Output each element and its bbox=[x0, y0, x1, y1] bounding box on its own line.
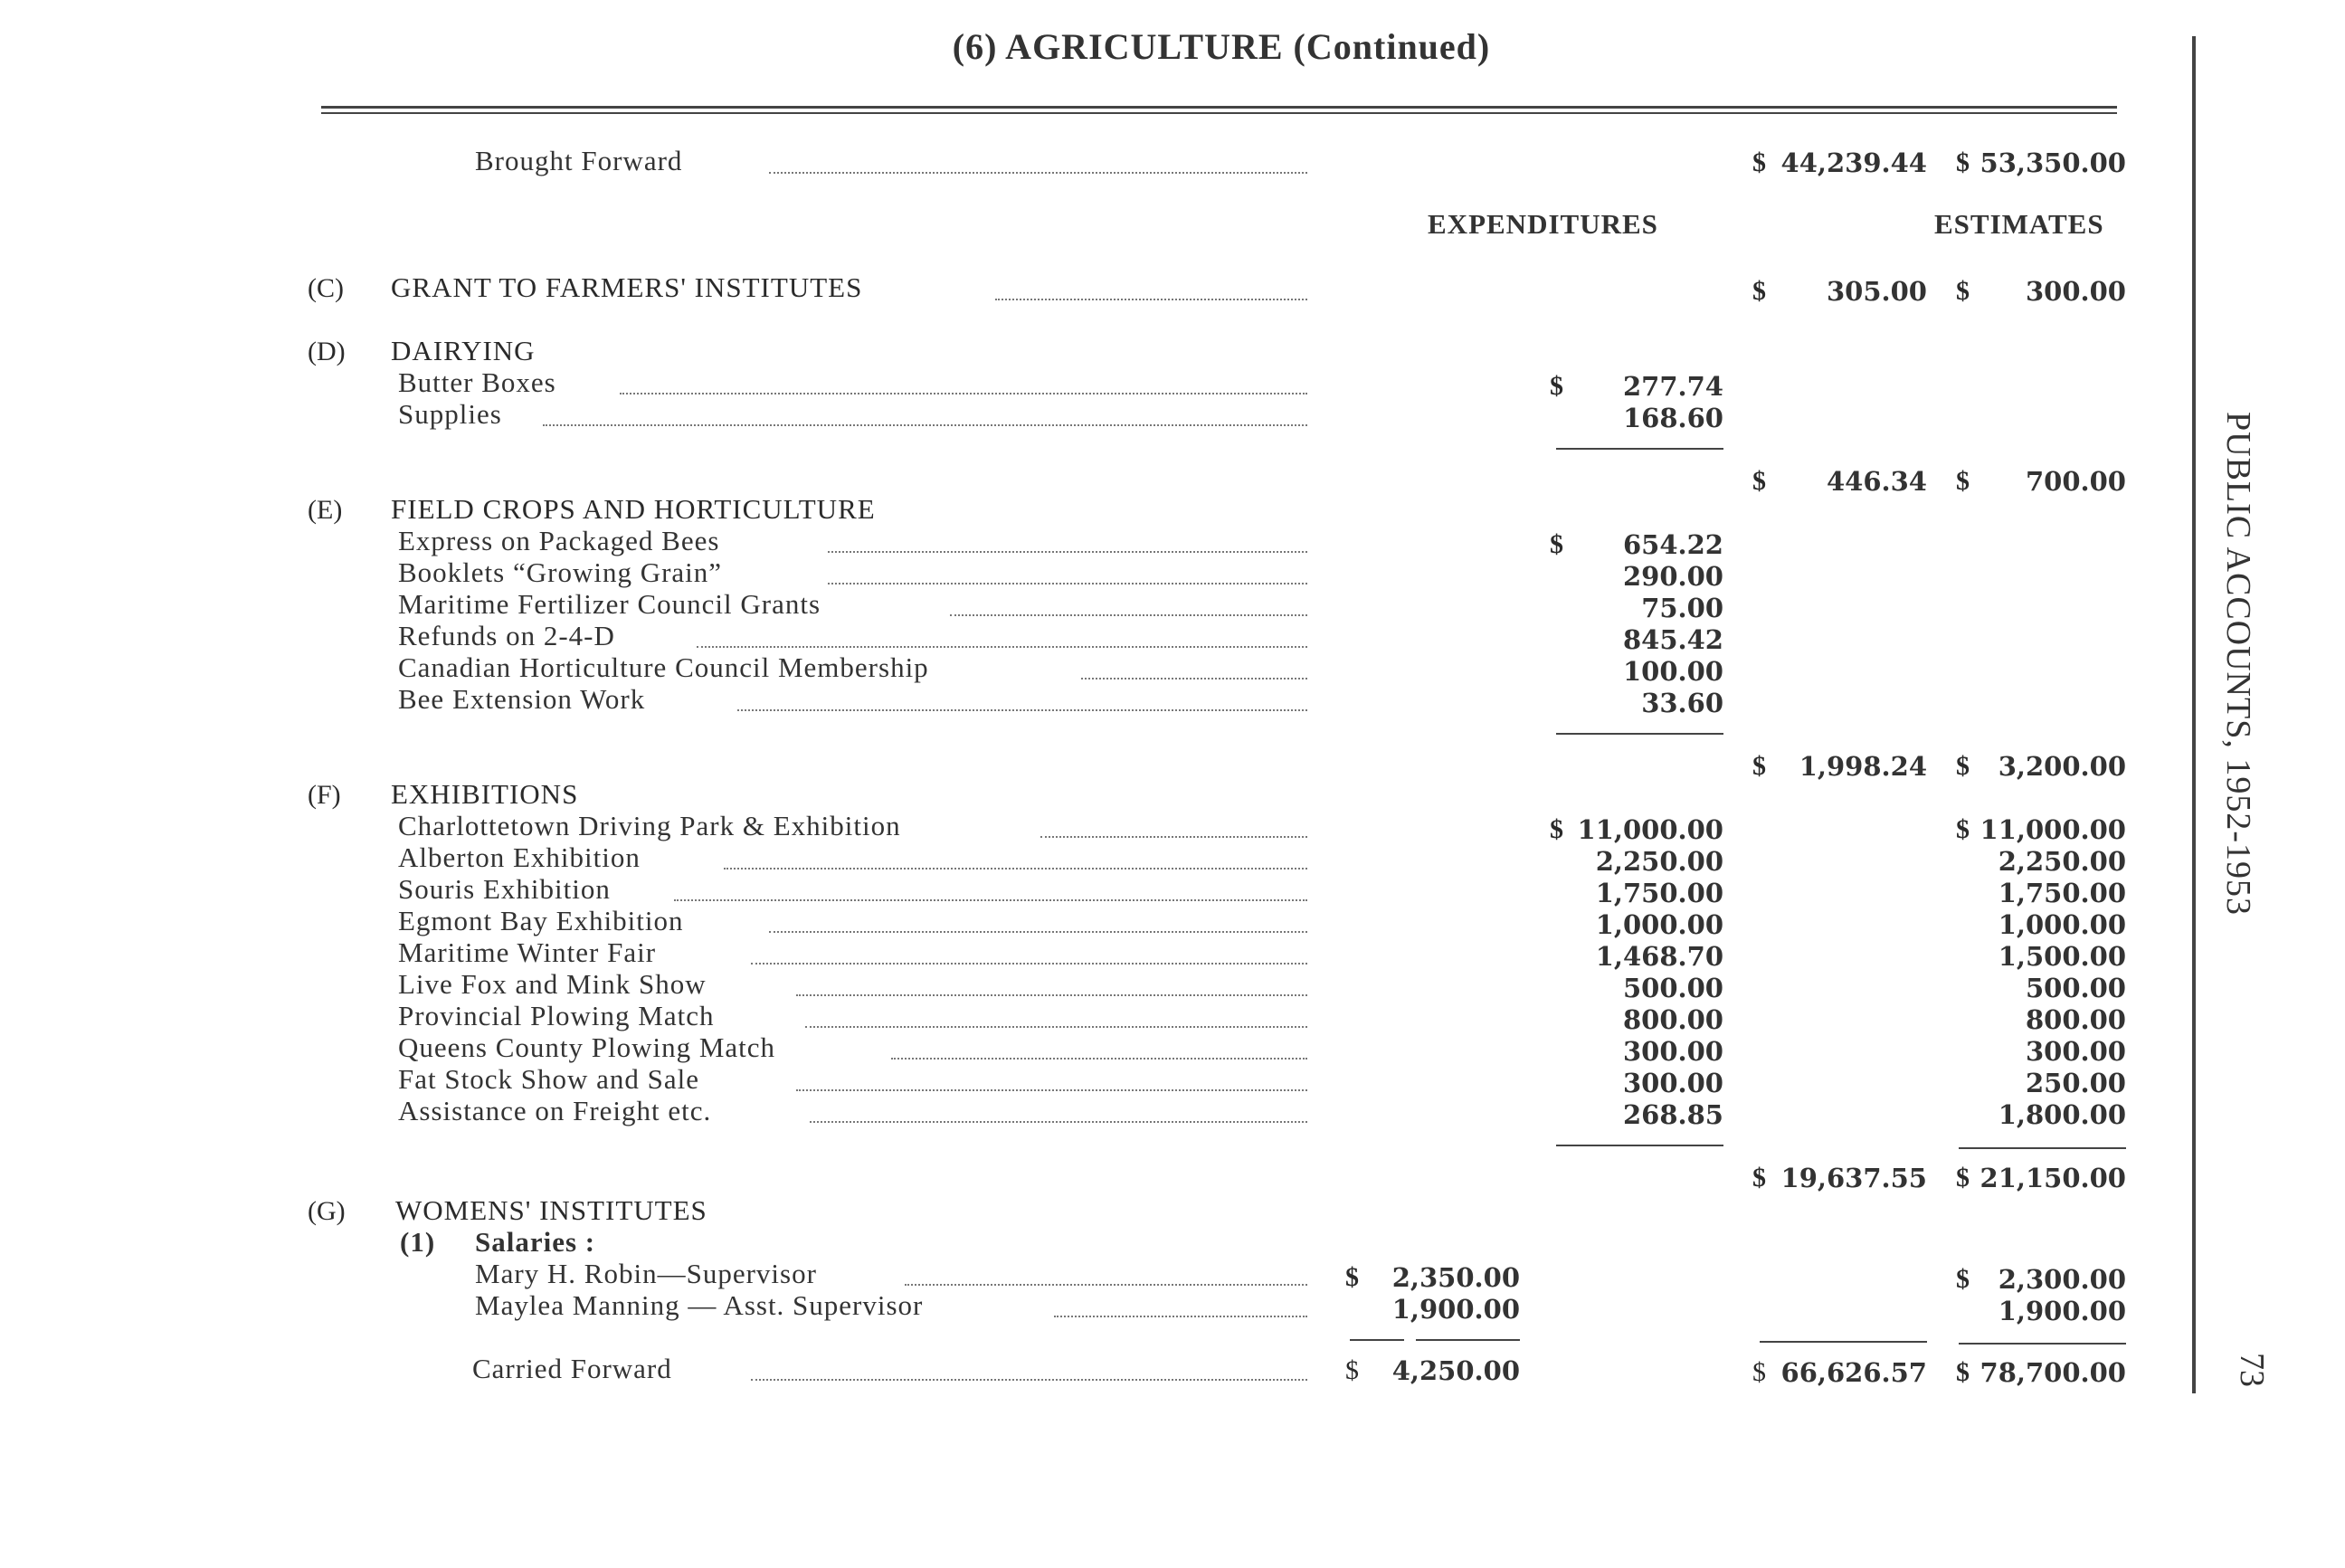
page-number: 73 bbox=[2233, 1353, 2271, 1387]
leader-dots bbox=[796, 1089, 1307, 1091]
line-item-expenditure: 1,000.00 bbox=[1595, 909, 1723, 940]
currency-sign: $ bbox=[1956, 147, 1970, 177]
leader-dots bbox=[805, 1026, 1307, 1028]
subtotal-rule bbox=[1556, 1145, 1723, 1146]
subtotal-rule bbox=[1760, 1341, 1927, 1343]
line-item-label: Provincial Plowing Match bbox=[398, 1000, 715, 1031]
line-item-expenditure: 75.00 bbox=[1641, 593, 1723, 623]
line-item-expenditure: 33.60 bbox=[1641, 688, 1723, 718]
line-item-estimate: 500.00 bbox=[2026, 973, 2126, 1003]
section-total-estimate: 21,150.00 bbox=[1979, 1163, 2126, 1193]
carried-forward-estimate: 78,700.00 bbox=[1979, 1357, 2126, 1388]
line-item-estimate: 800.00 bbox=[2026, 1004, 2126, 1035]
line-item-estimate: 1,800.00 bbox=[1998, 1099, 2126, 1130]
line-item-expenditure: 168.60 bbox=[1623, 403, 1723, 433]
section-code: (C) bbox=[308, 273, 344, 303]
line-item-label: Booklets “Growing Grain” bbox=[398, 556, 723, 588]
section-code: (D) bbox=[308, 337, 346, 366]
line-item-estimate: 250.00 bbox=[2026, 1068, 2126, 1098]
line-item-expenditure: 2,350.00 bbox=[1391, 1262, 1520, 1293]
currency-sign: $ bbox=[1956, 751, 1970, 781]
section-total-estimate: 300.00 bbox=[2026, 276, 2126, 307]
section-total-expenditure: 446.34 bbox=[1827, 466, 1927, 497]
line-item-expenditure: 277.74 bbox=[1623, 371, 1723, 402]
currency-sign: $ bbox=[1752, 1163, 1766, 1193]
line-item-estimate: 1,750.00 bbox=[1998, 878, 2126, 908]
currency-sign: $ bbox=[1956, 466, 1970, 496]
line-item-label: Butter Boxes bbox=[398, 366, 556, 398]
line-item-label: Maritime Winter Fair bbox=[398, 936, 657, 968]
leader-dots bbox=[769, 931, 1307, 933]
section-title: GRANT TO FARMERS' INSTITUTES bbox=[391, 271, 863, 303]
section-title: WOMENS' INSTITUTES bbox=[395, 1194, 707, 1226]
leader-dots bbox=[950, 614, 1307, 616]
header-rule-top bbox=[321, 106, 2117, 109]
currency-sign: $ bbox=[1345, 1355, 1359, 1385]
currency-sign: $ bbox=[1956, 1264, 1970, 1294]
line-item-expenditure: 11,000.00 bbox=[1577, 814, 1723, 845]
line-item-estimate: 300.00 bbox=[2026, 1036, 2126, 1067]
currency-sign: $ bbox=[1752, 1357, 1766, 1387]
line-item-label: Maritime Fertilizer Council Grants bbox=[398, 588, 821, 620]
line-item-label: Egmont Bay Exhibition bbox=[398, 905, 684, 936]
line-item-expenditure: 1,750.00 bbox=[1595, 878, 1723, 908]
line-item-label: Alberton Exhibition bbox=[398, 841, 641, 873]
line-item-label: Express on Packaged Bees bbox=[398, 525, 720, 556]
brought-forward-expenditure: 44,239.44 bbox=[1780, 147, 1927, 178]
subsection-code: (1) bbox=[400, 1226, 436, 1258]
currency-sign: $ bbox=[1752, 147, 1766, 177]
section-code: (G) bbox=[308, 1196, 346, 1226]
leader-dots bbox=[1040, 836, 1307, 838]
line-item-label: Maylea Manning — Asst. Supervisor bbox=[475, 1289, 924, 1321]
subsection-title: Salaries : bbox=[475, 1226, 596, 1258]
line-item-label: Charlottetown Driving Park & Exhibition bbox=[398, 810, 901, 841]
subtotal-rule bbox=[1416, 1339, 1520, 1341]
brought-forward-label: Brought Forward bbox=[475, 145, 683, 176]
section-title: FIELD CROPS AND HORTICULTURE bbox=[391, 493, 876, 525]
section-total-estimate: 3,200.00 bbox=[1998, 751, 2126, 782]
leader-dots bbox=[674, 899, 1307, 901]
line-item-expenditure: 654.22 bbox=[1623, 529, 1723, 560]
section-title: EXHIBITIONS bbox=[391, 778, 579, 810]
line-item-label: Supplies bbox=[398, 398, 502, 430]
publication-label: PUBLIC ACCOUNTS, 1952-1953 bbox=[2219, 412, 2257, 916]
line-item-expenditure: 1,900.00 bbox=[1391, 1294, 1520, 1325]
line-item-expenditure: 268.85 bbox=[1623, 1099, 1723, 1130]
line-item-expenditure: 500.00 bbox=[1623, 973, 1723, 1003]
subtotal-rule bbox=[1959, 1343, 2126, 1345]
currency-sign: $ bbox=[1956, 814, 1970, 844]
line-item-label: Fat Stock Show and Sale bbox=[398, 1063, 699, 1095]
line-item-label: Bee Extension Work bbox=[398, 683, 646, 715]
line-item-estimate: 1,500.00 bbox=[1998, 941, 2126, 972]
line-item-label: Live Fox and Mink Show bbox=[398, 968, 707, 1000]
leader-dots bbox=[828, 583, 1307, 584]
leader-dots bbox=[697, 646, 1307, 648]
line-item-estimate: 2,300.00 bbox=[1998, 1264, 2126, 1295]
line-item-label: Mary H. Robin—Supervisor bbox=[475, 1258, 817, 1289]
section-total-expenditure: 19,637.55 bbox=[1780, 1163, 1927, 1193]
carried-forward-subtotal: 4,250.00 bbox=[1391, 1355, 1520, 1386]
line-item-estimate: 1,000.00 bbox=[1998, 909, 2126, 940]
section-total-expenditure: 1,998.24 bbox=[1799, 751, 1927, 782]
header-rule-bottom bbox=[321, 112, 2117, 114]
line-item-label: Refunds on 2-4-D bbox=[398, 620, 615, 651]
column-header-expenditures: EXPENDITURES bbox=[1428, 208, 1658, 240]
line-item-label: Canadian Horticulture Council Membership bbox=[398, 651, 929, 683]
leader-dots bbox=[543, 424, 1307, 426]
line-item-estimate: 1,900.00 bbox=[1998, 1296, 2126, 1326]
carried-forward-expenditure: 66,626.57 bbox=[1780, 1357, 1927, 1388]
leader-dots bbox=[1081, 678, 1307, 679]
leader-dots bbox=[796, 994, 1307, 996]
currency-sign: $ bbox=[1550, 529, 1563, 559]
subtotal-rule bbox=[1556, 448, 1723, 450]
section-total-estimate: 700.00 bbox=[2026, 466, 2126, 497]
line-item-estimate: 2,250.00 bbox=[1998, 846, 2126, 877]
currency-sign: $ bbox=[1956, 1357, 1970, 1387]
line-item-label: Souris Exhibition bbox=[398, 873, 611, 905]
leader-dots bbox=[905, 1284, 1307, 1286]
section-title: DAIRYING bbox=[391, 335, 536, 366]
brought-forward-estimate: 53,350.00 bbox=[1979, 147, 2126, 178]
line-item-label: Queens County Plowing Match bbox=[398, 1031, 776, 1063]
line-item-expenditure: 300.00 bbox=[1623, 1036, 1723, 1067]
leader-dots bbox=[751, 963, 1307, 965]
currency-sign: $ bbox=[1345, 1262, 1359, 1292]
line-item-expenditure: 1,468.70 bbox=[1595, 941, 1723, 972]
leader-dots bbox=[724, 868, 1307, 870]
leader-dots bbox=[828, 551, 1307, 553]
leader-dots bbox=[810, 1121, 1307, 1123]
leader-dots bbox=[751, 1379, 1307, 1381]
line-item-expenditure: 290.00 bbox=[1623, 561, 1723, 592]
section-code: (E) bbox=[308, 495, 343, 525]
subtotal-rule bbox=[1556, 733, 1723, 735]
line-item-expenditure: 845.42 bbox=[1623, 624, 1723, 655]
currency-sign: $ bbox=[1550, 371, 1563, 401]
margin-rule bbox=[2192, 36, 2196, 1393]
line-item-expenditure: 2,250.00 bbox=[1595, 846, 1723, 877]
leader-dots bbox=[737, 709, 1307, 711]
column-header-estimates: ESTIMATES bbox=[1934, 208, 2104, 240]
line-item-expenditure: 100.00 bbox=[1623, 656, 1723, 687]
currency-sign: $ bbox=[1752, 751, 1766, 781]
subtotal-rule bbox=[1959, 1147, 2126, 1149]
line-item-label: Assistance on Freight etc. bbox=[398, 1095, 712, 1126]
leader-dots bbox=[891, 1058, 1307, 1060]
currency-sign: $ bbox=[1752, 276, 1766, 306]
currency-sign: $ bbox=[1752, 466, 1766, 496]
line-item-expenditure: 800.00 bbox=[1623, 1004, 1723, 1035]
subtotal-rule bbox=[1350, 1339, 1404, 1341]
leader-dots bbox=[620, 393, 1307, 394]
line-item-estimate: 11,000.00 bbox=[1979, 814, 2126, 845]
currency-sign: $ bbox=[1550, 814, 1563, 844]
page-title: (6) AGRICULTURE (Continued) bbox=[952, 26, 1491, 67]
section-code: (F) bbox=[308, 780, 341, 810]
carried-forward-label: Carried Forward bbox=[472, 1353, 672, 1384]
line-item-expenditure: 300.00 bbox=[1623, 1068, 1723, 1098]
currency-sign: $ bbox=[1956, 276, 1970, 306]
section-total-expenditure: 305.00 bbox=[1827, 276, 1927, 307]
leader-dots bbox=[995, 299, 1307, 300]
currency-sign: $ bbox=[1956, 1163, 1970, 1193]
leader-dots bbox=[769, 172, 1307, 174]
